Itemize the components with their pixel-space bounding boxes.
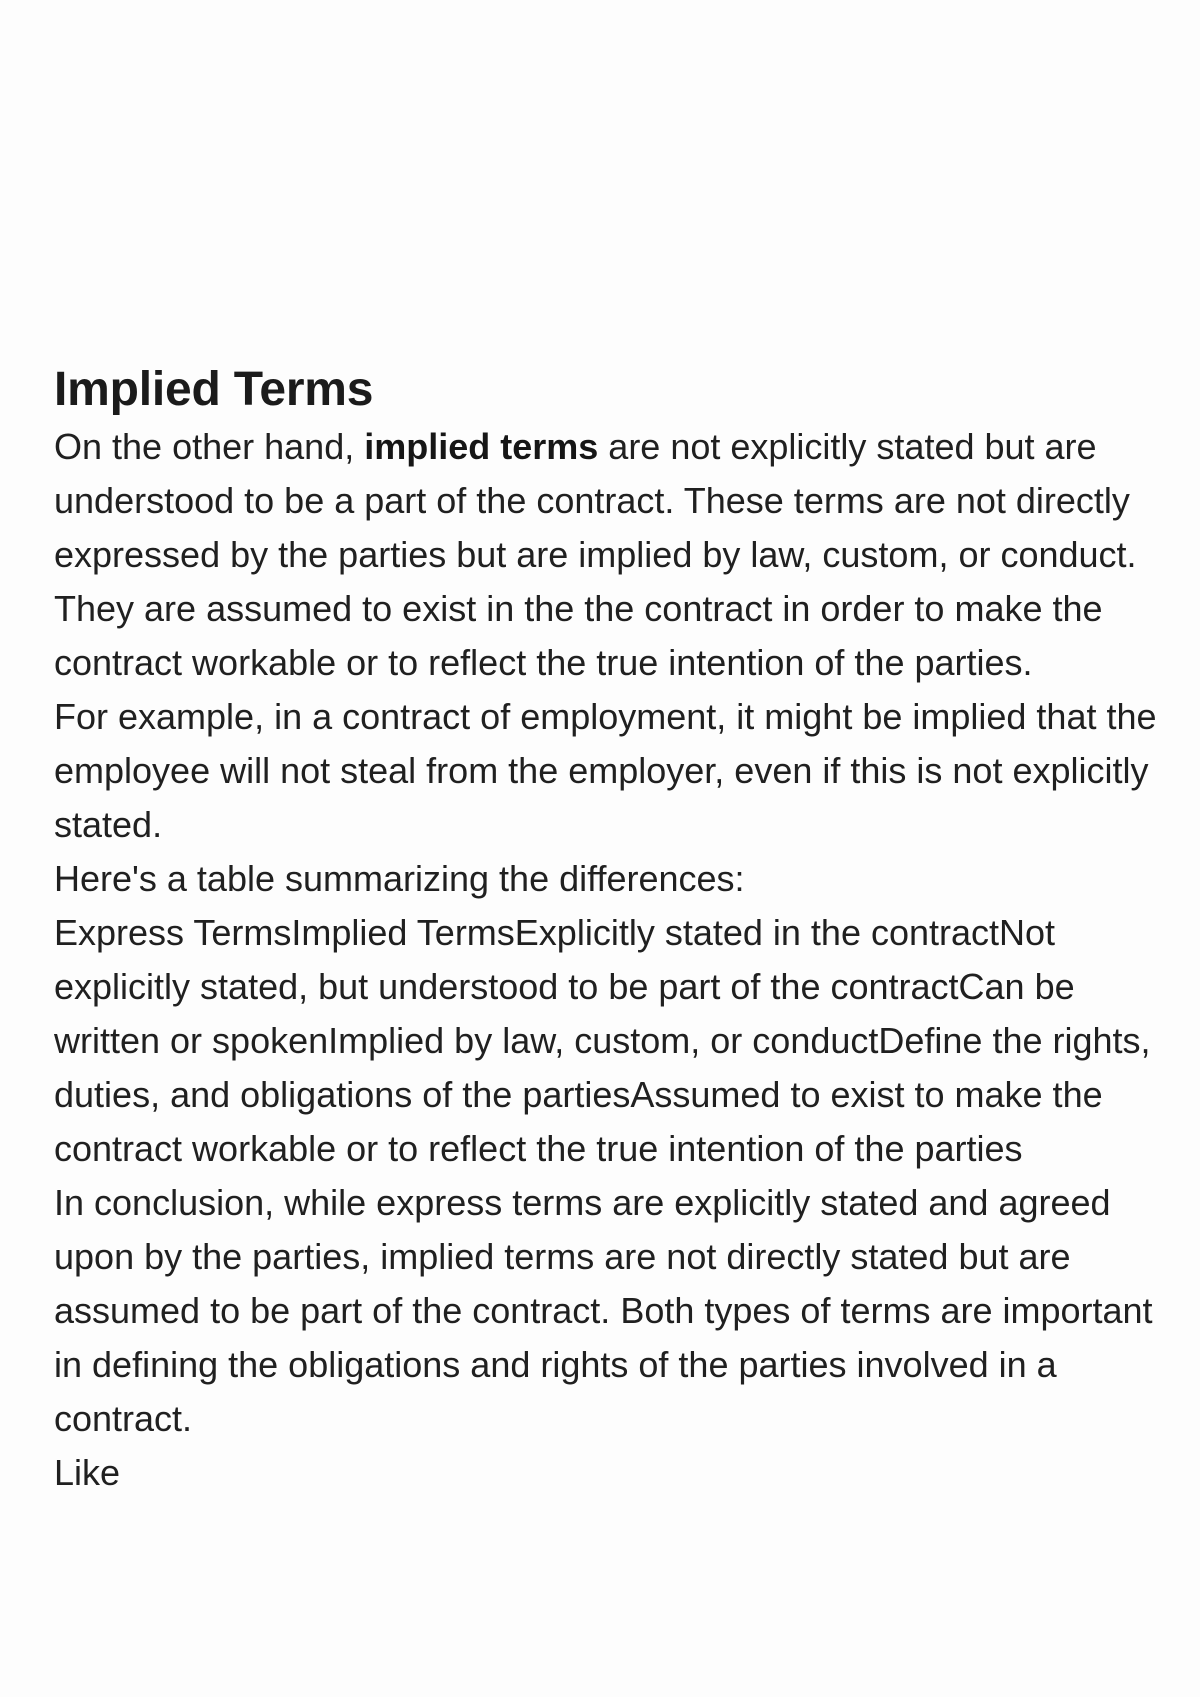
intro-bold-term: implied terms bbox=[364, 426, 599, 467]
intro-lead-text: On the other hand, bbox=[54, 426, 365, 467]
intro-rest-text: are not explicitly stated but are understood to be a part of the contract. These terms are not directly expressed by the parties but are implied by law, custom, or conduct. They are assumed to exist in the the contract in order to make the contract workable or to reflect the true intention of the parties. bbox=[54, 426, 1137, 683]
like-link[interactable]: Like bbox=[54, 1452, 121, 1493]
example-paragraph: For example, in a contract of employment, it might be implied that the employee will not steal from the employer, even if this is not explicitly stated. bbox=[54, 696, 1157, 845]
intro-paragraph bbox=[54, 420, 1164, 690]
conclusion-paragraph: In conclusion, while express terms are explicitly stated and agreed upon by the parties, implied terms are not directly stated but are assumed to be part of the contract. Both types of terms are important in defining the obligations and rights of the parties involved in a contract. bbox=[54, 1182, 1153, 1439]
article-content bbox=[54, 360, 1164, 1500]
section-heading: Implied Terms bbox=[54, 363, 374, 416]
table-intro-paragraph: Here's a table summarizing the differences: bbox=[54, 858, 745, 899]
table-text-paragraph: Express TermsImplied TermsExplicitly stated in the contractNot explicitly stated, but understood to be part of the contractCan be written or spokenImplied by law, custom, or conductDefine the rights, duties, and obligations of the partiesAssumed to exist to make the contract workable or to reflect the true intention of the parties bbox=[54, 912, 1151, 1169]
